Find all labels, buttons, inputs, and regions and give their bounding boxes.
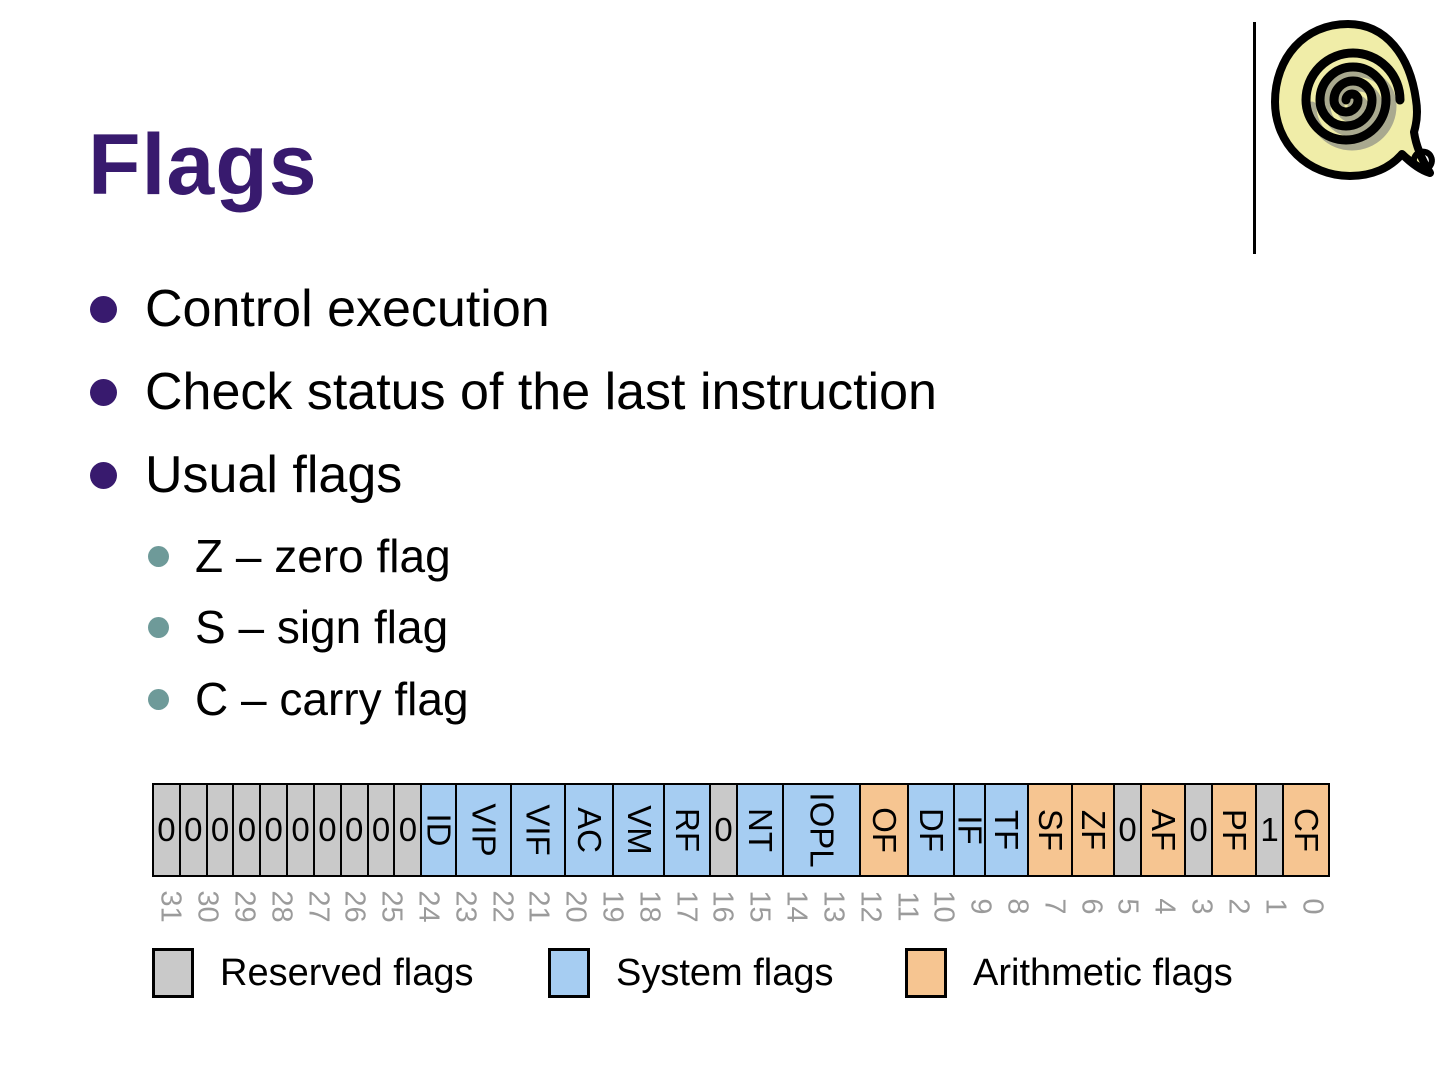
register-bit-label: TF [988,809,1026,851]
bit-number: 1 [1259,898,1292,915]
bit-number-slot [1072,884,1109,930]
register-bit-label: ZF [1075,809,1113,851]
bit-number: 11 [891,891,924,922]
register-bit-label: NT [742,808,779,852]
bit-number-slot [299,884,336,930]
bullet-item [90,281,1270,338]
decorative-vertical-line [1253,22,1256,254]
register-bit-label: 1 [1260,811,1279,848]
bit-number: 7 [1038,898,1071,915]
register-bit-label: IOPL [803,792,841,868]
register-bit-cell [663,783,711,877]
bit-number-slot [336,884,373,930]
bit-number: 31 [154,890,187,923]
register-bit-label: OF [866,807,904,853]
register-bit-label: 0 [398,811,418,848]
register-bit-cell [1140,783,1186,877]
legend [0,948,1440,1008]
bit-number: 2 [1222,898,1255,915]
bit-number: 24 [412,890,445,923]
bit-number: 14 [780,890,813,923]
bit-number-slot [1036,884,1073,930]
bit-number-slot [226,884,263,930]
register-bit-cell [340,783,369,877]
bit-number-slot [888,884,925,930]
bit-number: 22 [486,890,519,923]
register-bit-cell [1211,783,1257,877]
bit-number: 15 [743,890,776,923]
register-bit-label: 0 [184,811,203,848]
bit-number: 10 [927,890,960,923]
bit-number: 28 [265,890,298,923]
bullet-item [148,531,1270,582]
bit-number-slot [851,884,888,930]
register-bit-cell [367,783,396,877]
bit-number-slot [520,884,557,930]
register-bit-cell [1071,783,1115,877]
bullet-item [90,447,1270,504]
bullet-marker-icon [148,689,169,710]
legend-color-swatch [548,948,590,998]
bullet-list [90,281,1270,745]
bullet-marker-icon [148,546,169,567]
register-bit-label: AC [570,807,608,853]
bit-number-slot [631,884,668,930]
register-bit-label: IF [951,815,989,845]
bit-number: 23 [449,890,482,923]
legend-color-swatch [905,948,947,998]
register-bit-label: 0 [714,811,733,848]
bullet-text: Z – zero flag [195,529,451,582]
bit-number-slot [1220,884,1257,930]
register-bit-label: 0 [1189,811,1208,848]
bit-number-slot [594,884,631,930]
register-bit-label: 0 [1118,811,1137,848]
register-bit-cell [420,783,457,877]
register-bit-cell [984,783,1028,877]
bit-number: 30 [191,890,224,923]
register-bit-cell [782,783,861,877]
bit-number: 20 [559,890,592,923]
register-bit-cell [907,783,955,877]
bullet-item [148,674,1270,725]
bit-number-slot [1256,884,1293,930]
register-bit-label: 0 [291,811,310,848]
register-bit-label: VIF [520,804,558,856]
legend-label: System flags [616,951,834,994]
bit-number-slot [483,884,520,930]
bit-number: 18 [633,890,666,923]
bullet-text: C – carry flag [195,672,469,725]
bit-number-slot [704,884,741,930]
register-bit-label: CF [1288,808,1326,852]
bit-number: 26 [338,890,371,923]
bit-number: 0 [1296,898,1329,915]
register-bit-cell [1255,783,1284,877]
bit-number-slot [999,884,1036,930]
register-bit-cell [612,783,666,877]
bit-number-slot [1146,884,1183,930]
legend-color-swatch [152,948,194,998]
register-bit-cell [859,783,909,877]
register-cells-row [152,783,1330,877]
bit-number-slot [410,884,447,930]
bit-number: 19 [596,890,629,923]
register-bit-label: VIP [465,803,503,857]
bit-number-slot [962,884,999,930]
bit-number-slot [373,884,410,930]
bit-number: 25 [375,890,408,923]
bit-number-slot [262,884,299,930]
legend-item [548,948,834,998]
register-bit-cell [179,783,208,877]
register-bit-cell [736,783,784,877]
bit-number-slot [1109,884,1146,930]
bullet-marker-icon [90,379,117,406]
bit-number-slot [152,884,189,930]
eflags-register-diagram [152,783,1330,930]
register-bit-cell [206,783,235,877]
bullet-text: Control execution [145,280,550,338]
bit-number: 5 [1112,898,1145,915]
bullet-marker-icon [90,296,117,323]
register-bit-cell [1113,783,1142,877]
bit-number-slot [557,884,594,930]
register-bit-cell [1027,783,1073,877]
bit-number-slot [1293,884,1330,930]
register-bit-cell [1184,783,1213,877]
legend-label: Arithmetic flags [973,951,1233,994]
bit-number-slot [741,884,778,930]
register-bit-cell [1282,783,1330,877]
register-bit-cell [232,783,261,877]
register-bit-label: 0 [157,811,176,848]
bit-number: 29 [228,890,261,923]
register-bit-label: SF [1031,808,1069,852]
bit-number: 4 [1148,898,1181,915]
register-bit-label: RF [669,808,707,852]
bullet-text: S – sign flag [195,601,449,654]
register-bit-cell [455,783,512,877]
bit-number: 8 [1001,898,1034,915]
register-bit-label: 0 [318,811,337,848]
register-bit-label: AF [1145,808,1183,852]
bit-number: 12 [854,890,887,923]
register-bit-cell [393,783,422,877]
bit-number: 21 [523,890,556,923]
register-bit-label: 0 [264,811,283,848]
legend-label: Reserved flags [220,951,474,994]
bit-numbers-row [152,884,1330,930]
bullet-item [90,364,1270,421]
register-bit-cell [510,783,565,877]
bullet-marker-icon [90,462,117,489]
bullet-text: Usual flags [145,446,403,505]
bit-number-slot [667,884,704,930]
bit-number-slot [925,884,962,930]
register-bit-cell [152,783,181,877]
register-bit-cell [313,783,342,877]
register-bit-cell [259,783,288,877]
bit-number-slot [778,884,815,930]
bit-number: 27 [302,890,335,923]
bit-number: 9 [964,898,997,915]
register-bit-label: PF [1216,808,1254,852]
register-bit-label: DF [913,808,951,852]
register-bit-label: 0 [237,811,257,848]
bit-number-slot [815,884,852,930]
bit-number: 13 [817,890,850,923]
register-bit-label: ID [420,813,458,847]
bit-number: 16 [707,890,740,923]
bit-number-slot [189,884,226,930]
register-bit-label: 0 [210,811,230,848]
register-bit-label: 0 [371,811,391,848]
register-bit-label: 0 [345,811,364,848]
bit-number: 17 [670,890,703,923]
register-bit-label: VM [620,805,658,855]
snail-shell-icon [1262,10,1438,192]
page-title: Flags [88,117,318,213]
bit-number-slot [447,884,484,930]
register-bit-cell [286,783,315,877]
register-bit-cell [951,783,989,877]
bullet-text: Check status of the last instruction [145,363,937,422]
legend-item [152,948,473,998]
bullet-marker-icon [148,617,169,638]
register-bit-cell [564,783,614,877]
bit-number: 3 [1185,898,1218,915]
bullet-item [148,602,1270,653]
register-bit-cell [709,783,738,877]
bit-number: 6 [1075,898,1108,915]
bit-number-slot [1183,884,1220,930]
legend-item [905,948,1233,998]
